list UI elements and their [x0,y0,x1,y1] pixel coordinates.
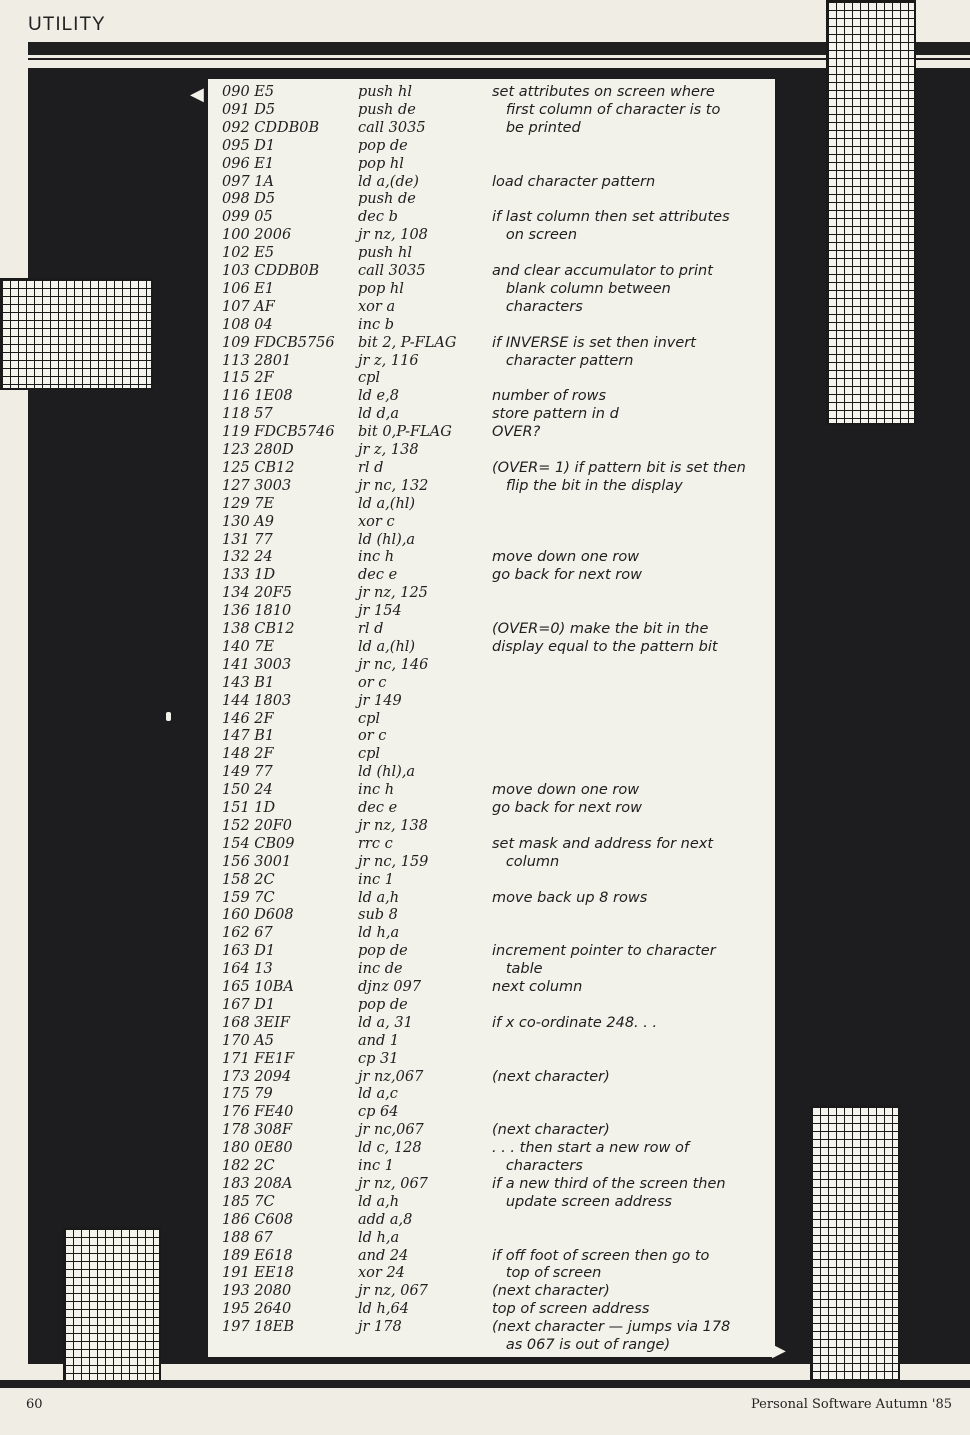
listing-instruction: cp 31 [358,1050,399,1067]
listing-instruction: jr 154 [358,603,402,620]
listing-address: 090 E5 [222,84,275,100]
listing-row [208,1157,775,1175]
listing-row [208,924,775,942]
listing-instruction: jr nz, 067 [358,1175,428,1192]
dot-mark [166,712,171,721]
listing-row [208,1300,775,1318]
listing-instruction: djnz 097 [358,979,422,995]
listing-row [208,1193,775,1211]
listing-instruction: jr nz, 067 [358,1283,428,1300]
listing-row [208,835,775,853]
listing-comment: (next character) [492,1122,610,1139]
listing-row [208,745,775,763]
listing-address: 091 D5 [222,101,276,118]
listing-address: 143 B1 [222,674,275,691]
listing-row [208,710,775,728]
listing-instruction: jr z, 116 [358,352,419,369]
listing-row [208,727,775,745]
listing-instruction: pop de [358,996,408,1013]
listing-comment: flip the bit in the display [492,477,683,494]
listing-instruction: pop de [358,137,408,154]
listing-address: 100 2006 [222,227,292,244]
listing-address: 129 7E [222,495,275,512]
listing-address: 173 2094 [222,1068,292,1085]
listing-comment: be printed [492,119,581,136]
listing-instruction: jr nz, 108 [358,227,428,244]
grid-pattern-left [0,278,153,390]
listing-comment: go back for next row [492,567,642,584]
listing-instruction: and 24 [358,1247,409,1264]
listing-address: 132 24 [222,549,273,566]
listing-instruction: rl d [358,459,384,476]
footer-credit: Personal Software Autumn '85 [751,1397,952,1412]
listing-row [208,119,775,137]
listing-address: 151 1D [222,800,276,816]
listing-address: 150 24 [222,782,273,799]
listing-address: 197 18EB [222,1319,294,1336]
listing-comment: (next character) [492,1068,610,1085]
listing-comment: first column of character is to [492,101,721,118]
listing-address: 178 308F [222,1122,293,1139]
listing-address: 168 3EIF [222,1014,290,1031]
listing-row [208,548,775,566]
listing-instruction: ld a, 31 [358,1014,413,1031]
listing-instruction: rrc c [358,835,393,852]
listing-address: 162 67 [222,925,273,942]
listing-address: 185 7C [222,1193,275,1210]
listing-row [208,1211,775,1229]
listing-instruction: ld a,(hl) [358,495,416,512]
listing-address: 123 280D [222,442,294,458]
listing-address: 098 D5 [222,191,276,208]
listing-row [208,495,775,513]
listing-address: 149 77 [222,764,273,781]
listing-row [208,978,775,996]
listing-row [208,674,775,692]
listing-address: 130 A9 [222,513,274,530]
listing-address: 108 04 [222,316,273,333]
listing-comment: go back for next row [492,800,642,816]
listing-address: 165 10BA [222,979,294,995]
grid-pattern-top-right [826,0,916,425]
listing-instruction: jr nz, 138 [358,817,428,834]
listing-row [208,262,775,280]
listing-row [208,352,775,370]
listing-instruction: jr nz, 125 [358,585,428,602]
listing-row [208,441,775,459]
listing-comment: (next character) [492,1283,610,1300]
listing-comment: if last column then set attributes [492,209,730,226]
listing-address: 107 AF [222,298,275,315]
listing-address: 156 3001 [222,853,292,870]
listing-instruction: inc 1 [358,871,394,888]
listing-row [208,871,775,889]
listing-comment: if x co-ordinate 248. . . [492,1014,658,1031]
listing-instruction: and 1 [358,1032,400,1049]
listing-comment: if INVERSE is set then invert [492,334,696,351]
listing-comment: . . . then start a new row of [492,1140,689,1157]
listing-row [208,1175,775,1193]
listing-row [208,405,775,423]
listing-row [208,244,775,262]
listing-address: 119 FDCB5746 [222,424,335,441]
listing-row [208,584,775,602]
listing-instruction: pop hl [358,155,404,172]
listing-row [208,369,775,387]
listing-row [208,906,775,924]
listing-address: 148 2F [222,746,274,763]
listing-instruction: push hl [358,84,412,100]
listing-instruction: jr z, 138 [358,442,419,458]
listing-row [208,799,775,817]
listing-instruction: inc de [358,961,403,978]
listing-comment: on screen [492,227,578,244]
listing-comment: blank column between [492,280,671,297]
listing-instruction: ld c, 128 [358,1140,422,1157]
listing-comment: set attributes on screen where [492,84,715,100]
listing-row [208,173,775,191]
listing-address: 182 2C [222,1158,275,1174]
listing-address: 096 E1 [222,155,275,172]
listing-comment: move back up 8 rows [492,889,648,906]
listing-comment: if off foot of screen then go to [492,1247,710,1264]
left-arrow-icon: ◀ [190,84,204,104]
listing-instruction: push de [358,101,416,118]
listing-row [208,996,775,1014]
listing-row [208,1121,775,1139]
listing-row [208,692,775,710]
listing-address: 136 1810 [222,603,292,620]
listing-address: 113 2801 [222,352,292,369]
listing-comment: store pattern in d [492,406,619,423]
listing-row [208,208,775,226]
listing-instruction: pop hl [358,280,404,297]
listing-address: 191 EE18 [222,1265,294,1282]
listing-instruction: jr nc, 159 [358,853,429,870]
listing-instruction: dec e [358,800,398,816]
listing-instruction: dec e [358,567,398,584]
listing-instruction: bit 0,P-FLAG [358,424,452,441]
listing-address: 092 CDDB0B [222,119,320,136]
listing-row [208,1318,775,1336]
listing-instruction: bit 2, P-FLAG [358,334,457,351]
listing-instruction: call 3035 [358,119,426,136]
listing-comment: update screen address [492,1193,672,1210]
listing-row [208,298,775,316]
listing-row [208,1139,775,1157]
listing-instruction: ld a,h [358,1193,400,1210]
listing-address: 147 B1 [222,728,275,745]
listing-address: 176 FE40 [222,1104,294,1121]
listing-instruction: jr nc, 132 [358,477,429,494]
listing-address: 154 CB09 [222,835,295,852]
listing-address: 141 3003 [222,656,292,673]
listing-address: 102 E5 [222,245,275,262]
listing-instruction: inc b [358,316,394,333]
listing-instruction: cpl [358,710,381,727]
listing-instruction: or c [358,728,387,745]
listing-comment: move down one row [492,549,640,566]
listing-address: 189 E618 [222,1247,293,1264]
listing-instruction: ld h,a [358,1229,400,1246]
listing-instruction: ld h,a [358,925,400,942]
listing-address: 099 05 [222,209,273,226]
listing-address: 167 D1 [222,996,276,1013]
listing-instruction: call 3035 [358,263,426,279]
listing-address: 146 2F [222,710,274,727]
listing-instruction: jr 178 [358,1319,402,1336]
listing-row [208,477,775,495]
listing-address: 160 D608 [222,907,294,924]
listing-row [208,334,775,352]
listing-address: 158 2C [222,871,275,888]
listing-instruction: inc h [358,549,395,566]
listing-row [208,190,775,208]
listing-comment: characters [492,1158,583,1174]
listing-address: 163 D1 [222,943,276,960]
listing-row [208,101,775,119]
listing-address: 183 208A [222,1175,293,1192]
grid-pattern-bottom-right [810,1105,900,1385]
listing-row [208,1032,775,1050]
listing-address: 138 CB12 [222,621,295,637]
listing-comment: load character pattern [492,173,656,190]
listing-comment: as 067 is out of range) [492,1337,671,1353]
listing-address: 186 C608 [222,1211,294,1228]
listing-instruction: jr nc,067 [358,1122,424,1139]
listing-row [208,1050,775,1068]
listing-instruction: jr 149 [358,692,402,709]
listing-row [208,1014,775,1032]
listing-address: 125 CB12 [222,459,295,476]
listing-address: 116 1E08 [222,388,293,405]
listing-address: 140 7E [222,638,275,655]
listing-comment: next column [492,979,583,995]
listing-row [208,889,775,907]
listing-row [208,1068,775,1086]
listing-row [208,853,775,871]
listing-instruction: ld a,h [358,889,400,906]
listing-row [208,387,775,405]
listing-row [208,1103,775,1121]
listing-instruction: dec b [358,209,398,226]
listing-instruction: inc h [358,782,395,799]
listing-address: 152 20F0 [222,817,293,834]
listing-address: 188 67 [222,1229,273,1246]
listing-address: 097 1A [222,173,274,190]
listing-instruction: ld (hl),a [358,764,416,781]
listing-row [208,566,775,584]
listing-instruction: ld a,c [358,1086,398,1103]
listing-instruction: push hl [358,245,412,262]
listing-comment: and clear accumulator to print [492,263,713,279]
listing-comment: set mask and address for next [492,835,714,852]
listing-comment: top of screen [492,1265,602,1282]
listing-row [208,531,775,549]
listing-instruction: jr nz,067 [358,1068,424,1085]
listing-row [208,83,775,101]
listing-row [208,459,775,477]
listing-row [208,1247,775,1265]
listing-row [208,316,775,334]
listing-row [208,1085,775,1103]
listing-row [208,763,775,781]
listing-instruction: or c [358,674,387,691]
listing-address: 127 3003 [222,477,292,494]
listing-instruction: ld d,a [358,406,400,423]
listing-instruction: add a,8 [358,1211,413,1228]
listing-row [208,638,775,656]
listing-row [208,1336,775,1354]
listing-address: 195 2640 [222,1301,292,1318]
listing-instruction: ld a,(de) [358,173,419,190]
listing-address: 144 1803 [222,692,292,709]
listing-instruction: jr nc, 146 [358,656,429,673]
listing-row [208,1264,775,1282]
listing-instruction: cpl [358,370,381,387]
listing-row [208,817,775,835]
grid-pattern-bottom-left [63,1227,161,1385]
listing-address: 170 A5 [222,1032,274,1049]
listing-instruction: xor a [358,298,396,315]
listing-row [208,960,775,978]
listing-instruction: cpl [358,746,381,763]
right-arrow-icon: ▶ [772,1340,786,1360]
listing-address: 171 FE1F [222,1050,295,1067]
listing-comment: OVER? [492,424,541,441]
listing-row [208,942,775,960]
code-listing [208,79,775,1357]
listing-instruction: pop de [358,943,408,960]
listing-row [208,155,775,173]
listing-comment: (next character — jumps via 178 [492,1319,731,1336]
listing-row [208,620,775,638]
listing-row [208,656,775,674]
listing-row [208,513,775,531]
listing-address: 159 7C [222,889,275,906]
listing-instruction: cp 64 [358,1104,399,1121]
listing-comment: (OVER=0) make the bit in the [492,621,709,637]
listing-comment: (OVER= 1) if pattern bit is set then [492,459,746,476]
listing-comment: characters [492,298,583,315]
listing-address: 109 FDCB5756 [222,334,335,351]
listing-row [208,602,775,620]
listing-address: 193 2080 [222,1283,292,1300]
listing-instruction: xor c [358,513,395,530]
listing-comment: if a new third of the screen then [492,1175,726,1192]
listing-address: 095 D1 [222,137,276,154]
listing-row [208,781,775,799]
listing-instruction: ld h,64 [358,1301,409,1318]
listing-row [208,137,775,155]
listing-address: 134 20F5 [222,585,293,602]
listing-address: 103 CDDB0B [222,263,320,279]
listing-instruction: push de [358,191,416,208]
listing-instruction: xor 24 [358,1265,405,1282]
listing-comment: increment pointer to character [492,943,716,960]
listing-address: 180 0E80 [222,1140,293,1157]
listing-row [208,1282,775,1300]
listing-address: 118 57 [222,406,273,423]
listing-comment: table [492,961,543,978]
listing-address: 115 2F [222,370,274,387]
listing-comment: display equal to the pattern bit [492,638,718,655]
listing-address: 175 79 [222,1086,273,1103]
section-title: UTILITY [28,14,106,35]
listing-address: 131 77 [222,531,273,548]
listing-row [208,423,775,441]
listing-comment: column [492,853,560,870]
listing-address: 164 13 [222,961,273,978]
listing-instruction: ld a,(hl) [358,638,416,655]
listing-instruction: ld (hl),a [358,531,416,548]
listing-address: 133 1D [222,567,276,584]
bottom-rule [0,1380,970,1388]
listing-instruction: inc 1 [358,1158,394,1174]
page-number: 60 [26,1397,43,1412]
listing-instruction: ld e,8 [358,388,399,405]
listing-comment: character pattern [492,352,634,369]
listing-row [208,226,775,244]
listing-address: 106 E1 [222,280,275,297]
listing-comment: number of rows [492,388,607,405]
listing-comment: move down one row [492,782,640,799]
listing-instruction: sub 8 [358,907,398,924]
listing-comment: top of screen address [492,1301,650,1318]
listing-row [208,1229,775,1247]
listing-instruction: rl d [358,621,384,637]
listing-row [208,280,775,298]
